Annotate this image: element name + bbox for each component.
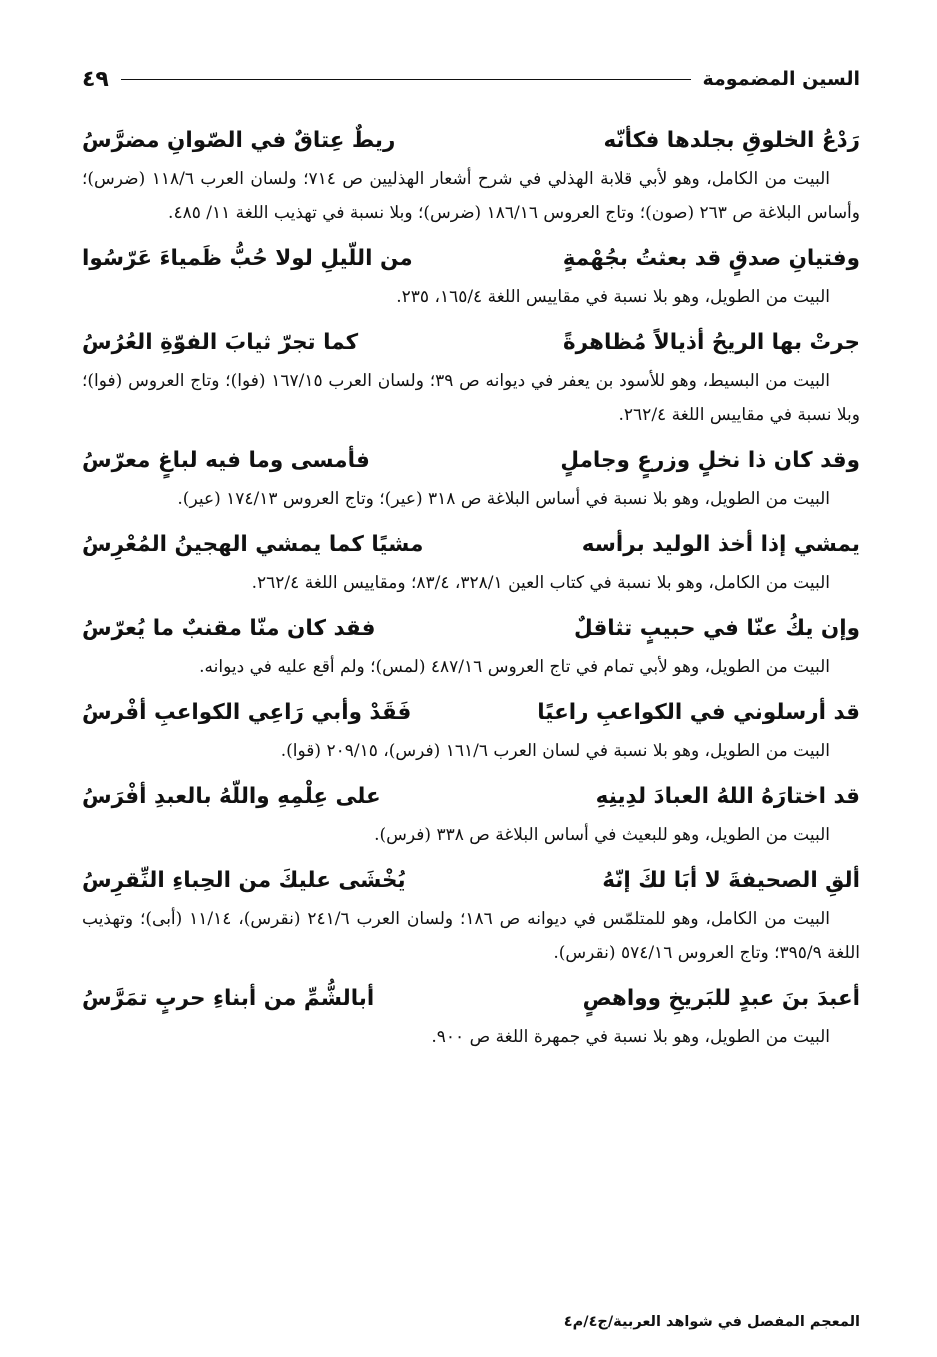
verse xyxy=(82,524,860,566)
verse xyxy=(82,322,860,364)
verse xyxy=(82,238,860,280)
verse-note: البيت من الطويل، وهو بلا نسبة في مقاييس اللغة ١٦٥/٤، ٢٣٥. xyxy=(396,287,830,307)
first-hemistich: ألقِ الصحيفةَ لا أبَا لكَ إنّهُ xyxy=(602,868,860,893)
verse-note: البيت من البسيط، وهو للأسود بن يعفر في ديوانه ص ٣٩؛ ولسان العرب ١٦٧/١٥ (فوا)؛ وتاج العروس (فوا)؛ وبلا نسبة في مقاييس اللغة ٢٦٢/٤. xyxy=(82,371,860,425)
entries-list xyxy=(82,120,860,1054)
first-hemistich: قد اختارَهُ اللهُ العبادَ لدِينِهِ xyxy=(595,784,860,809)
verse xyxy=(82,860,860,902)
verse xyxy=(82,978,860,1020)
second-hemistich: فقد كان منّا مقنبٌ ما يُعرّسُ xyxy=(82,616,376,641)
first-hemistich: وقد كان ذا نخلٍ وزرعٍ وجاملٍ xyxy=(560,448,860,473)
verse-note: البيت من الطويل، وهو بلا نسبة في جمهرة اللغة ص ٩٠٠. xyxy=(431,1027,830,1047)
first-hemistich: رَدْعُ الخلوقِ بجلدها فكأنّه xyxy=(603,128,860,153)
first-hemistich: جرتْ بها الريحُ أذيالاً مُظاهرةً xyxy=(562,330,860,355)
second-hemistich: فَقَدْ وأبي رَاعِي الكواعبِ أفْرسُ xyxy=(82,700,412,725)
page-footer: المعجم المفصل في شواهد العربية/ج٤/م٤ xyxy=(563,1314,860,1330)
verse xyxy=(82,120,860,162)
entry xyxy=(82,692,860,768)
verse xyxy=(82,776,860,818)
page-number: ٤٩ xyxy=(82,66,109,92)
verse-note: البيت من الكامل، وهو بلا نسبة في كتاب العين ٣٢٨/١، ٨٣/٤؛ ومقاييس اللغة ٢٦٢/٤. xyxy=(251,573,830,593)
verse-note: البيت من الطويل، وهو بلا نسبة في أساس البلاغة ص ٣١٨ (عير)؛ وتاج العروس ١٧٤/١٣ (عير). xyxy=(177,489,830,509)
entry xyxy=(82,440,860,516)
second-hemistich: أبالشُّمِّ من أبناءِ حربٍ تمَرَّسُ xyxy=(82,986,375,1011)
section-title: السين المضمومة xyxy=(702,68,860,90)
entry xyxy=(82,524,860,600)
second-hemistich: كما تجرّ ثيابَ الفوّةِ العُرُسُ xyxy=(82,330,359,355)
page-header xyxy=(82,60,860,98)
second-hemistich: فأمسى وما فيه لباغٍ معرّسُ xyxy=(82,448,370,473)
verse-note: البيت من الكامل، وهو لأبي قلابة الهذلي في شرح أشعار الهذليين ص ٧١٤؛ ولسان العرب ١١٨/٦ (ضرس)؛ وأساس البلاغة ص ٢٦٣ (صون)؛ وتاج العروس ١٨٦/١٦ (ضرس)؛ وبلا نسبة في تهذيب اللغة ١١/ ٤٨٥. xyxy=(82,169,860,223)
entry xyxy=(82,322,860,432)
second-hemistich: على عِلْمِهِ واللّهُ بالعبدِ أفْرَسُ xyxy=(82,784,381,809)
verse xyxy=(82,692,860,734)
first-hemistich: وإن يكُ عنّا في حبيبٍ تثاقلٌ xyxy=(574,616,860,641)
entry xyxy=(82,120,860,230)
second-hemistich: من اللّيلِ لولا حُبُّ ظَمياءَ عَرّسُوا xyxy=(82,246,413,271)
document-page xyxy=(82,60,860,1330)
verse-note: البيت من الطويل، وهو بلا نسبة في لسان العرب ١٦١/٦ (فرس)، ٢٠٩/١٥ (قوا). xyxy=(280,741,830,761)
header-rule xyxy=(121,79,691,80)
first-hemistich: أعبدَ بنَ عبدٍ للبَريخِ وواهصٍ xyxy=(582,986,860,1011)
first-hemistich: يمشي إذا أخذ الوليد برأسه xyxy=(581,532,860,557)
entry xyxy=(82,608,860,684)
verse-note: البيت من الكامل، وهو للمتلمّس في ديوانه ص ١٨٦؛ ولسان العرب ٢٤١/٦ (نقرس)، ١١/١٤ (أبى)؛ وتهذيب اللغة ٣٩٥/٩؛ وتاج العروس ٥٧٤/١٦ (نقرس). xyxy=(82,909,860,963)
verse-note: البيت من الطويل، وهو للبعيث في أساس البلاغة ص ٣٣٨ (فرس). xyxy=(374,825,830,845)
verse xyxy=(82,608,860,650)
entry xyxy=(82,860,860,970)
second-hemistich: مشيًا كما يمشي الهجينُ المُعْرِسُ xyxy=(82,532,424,557)
entry xyxy=(82,776,860,852)
first-hemistich: وفتيانِ صدقٍ قد بعثتُ بجُهْمةٍ xyxy=(562,246,860,271)
first-hemistich: قد أرسلوني في الكواعبِ راعيًا xyxy=(537,700,860,725)
entry xyxy=(82,978,860,1054)
verse-note: البيت من الطويل، وهو لأبي تمام في تاج العروس ٤٨٧/١٦ (لمس)؛ ولم أقع عليه في ديوانه. xyxy=(199,657,830,677)
verse xyxy=(82,440,860,482)
second-hemistich: يُخْشَى عليكَ من الحِباءِ النِّقرِسُ xyxy=(82,868,406,893)
second-hemistich: ريطٌ عِتاقٌ في الصّوانِ مضرَّسُ xyxy=(82,128,396,153)
entry xyxy=(82,238,860,314)
